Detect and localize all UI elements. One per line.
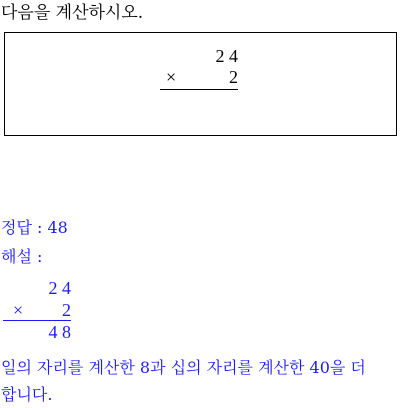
solution-underline bbox=[3, 320, 71, 321]
explanation-line-2: 합니다. bbox=[1, 385, 53, 404]
solution-multiplicand: 2 4 bbox=[48, 278, 71, 298]
question-text: 다음을 계산하시오. bbox=[1, 3, 144, 23]
question-underline bbox=[160, 89, 238, 90]
solution-times-sign: × bbox=[13, 300, 24, 320]
question-multiplier: 2 bbox=[229, 67, 238, 87]
solution-multiplier: 2 bbox=[62, 300, 71, 320]
question-multiplication bbox=[160, 46, 238, 96]
question-multiplicand: 2 4 bbox=[215, 46, 238, 66]
explanation-line-1: 일의 자리를 계산한 8과 십의 자리를 계산한 40을 더 bbox=[1, 358, 366, 377]
question-times-sign: × bbox=[166, 67, 177, 87]
solution-multiplication bbox=[3, 278, 71, 348]
solution-result: 4 8 bbox=[48, 322, 71, 342]
explanation-label: 해설 : bbox=[1, 247, 43, 266]
answer-label: 정답 : 48 bbox=[1, 218, 68, 237]
explanation-text bbox=[1, 354, 399, 408]
